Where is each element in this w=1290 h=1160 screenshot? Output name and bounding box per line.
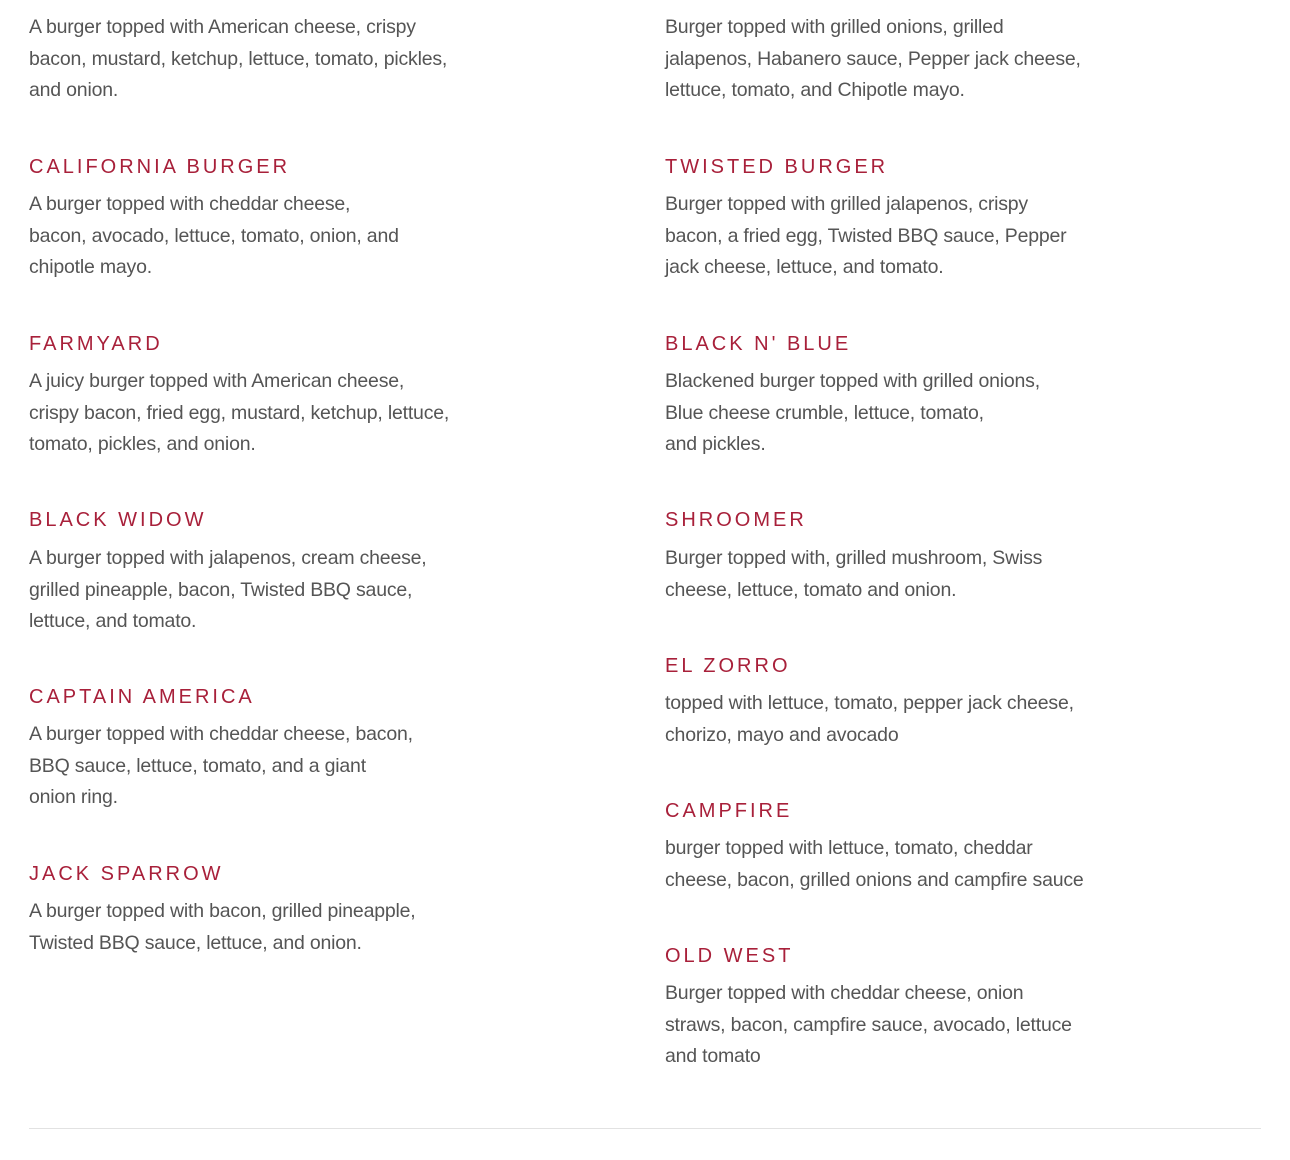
menu-item-title: CAPTAIN AMERICA xyxy=(29,686,255,708)
menu-item-title: CAMPFIRE xyxy=(665,800,793,822)
menu-item-description: burger topped with lettuce, tomato, cheddar cheese, bacon, grilled onions and campfire sauce xyxy=(665,837,1084,891)
menu-item-shroomer xyxy=(665,508,1125,606)
menu-item-description: A burger topped with American cheese, crispy bacon, mustard, ketchup, lettuce, tomato, pickles, and onion. xyxy=(29,16,448,101)
menu-item-description: A burger topped with bacon, grilled pineapple, Twisted BBQ sauce, lettuce, and onion. xyxy=(29,900,416,954)
menu-item-black-widow xyxy=(29,508,499,638)
menu-item-title: FARMYARD xyxy=(29,333,163,355)
menu-item-el-zorro xyxy=(665,654,1125,751)
menu-item xyxy=(29,12,499,107)
menu-item-twisted-burger xyxy=(665,155,1125,284)
menu-item-old-west xyxy=(665,944,1125,1073)
menu-item-jack-sparrow xyxy=(29,862,499,959)
menu-item-farmyard xyxy=(29,332,499,461)
menu-item-description: Burger topped with, grilled mushroom, Swiss cheese, lettuce, tomato and onion. xyxy=(665,547,1043,601)
menu-item-title: BLACK N' BLUE xyxy=(665,333,852,355)
menu-item-title: BLACK WIDOW xyxy=(29,509,207,531)
menu-item-description: A juicy burger topped with American cheese, crispy bacon, fried egg, mustard, ketchup, lettuce, tomato, pickles, and onion. xyxy=(29,370,450,455)
menu-item-title: EL ZORRO xyxy=(665,655,791,677)
menu-item-description: Burger topped with cheddar cheese, onion straws, bacon, campfire sauce, avocado, lettuce and tomato xyxy=(665,982,1072,1067)
menu-item-title: JACK SPARROW xyxy=(29,863,224,885)
menu-item-description: A burger topped with cheddar cheese, bacon, BBQ sauce, lettuce, tomato, and a giant onion ring. xyxy=(29,723,413,808)
menu-item-title: CALIFORNIA BURGER xyxy=(29,156,291,178)
menu-item-description: Blackened burger topped with grilled onions, Blue cheese crumble, lettuce, tomato, and pickles. xyxy=(665,370,1040,455)
menu-item-california-burger xyxy=(29,155,499,284)
menu-item xyxy=(665,12,1125,107)
menu-item-description: topped with lettuce, tomato, pepper jack cheese, chorizo, mayo and avocado xyxy=(665,692,1074,746)
footer-divider xyxy=(29,1128,1261,1129)
menu-item-campfire xyxy=(665,799,1125,896)
menu-item-title: SHROOMER xyxy=(665,509,807,531)
menu-item-description: A burger topped with cheddar cheese, bacon, avocado, lettuce, tomato, onion, and chipotle mayo. xyxy=(29,193,399,278)
menu-item-description: A burger topped with jalapenos, cream cheese, grilled pineapple, bacon, Twisted BBQ sauce, lettuce, and tomato. xyxy=(29,547,427,632)
menu-item-title: OLD WEST xyxy=(665,945,794,967)
menu-item-captain-america xyxy=(29,685,499,814)
menu-item-description: Burger topped with grilled onions, grilled jalapenos, Habanero sauce, Pepper jack cheese, lettuce, tomato, and Chipotle mayo. xyxy=(665,16,1081,101)
menu-item-black-n-blue xyxy=(665,332,1125,461)
menu-item-title: TWISTED BURGER xyxy=(665,156,889,178)
menu-item-description: Burger topped with grilled jalapenos, crispy bacon, a fried egg, Twisted BBQ sauce, Pepper jack cheese, lettuce, and tomato. xyxy=(665,193,1067,278)
